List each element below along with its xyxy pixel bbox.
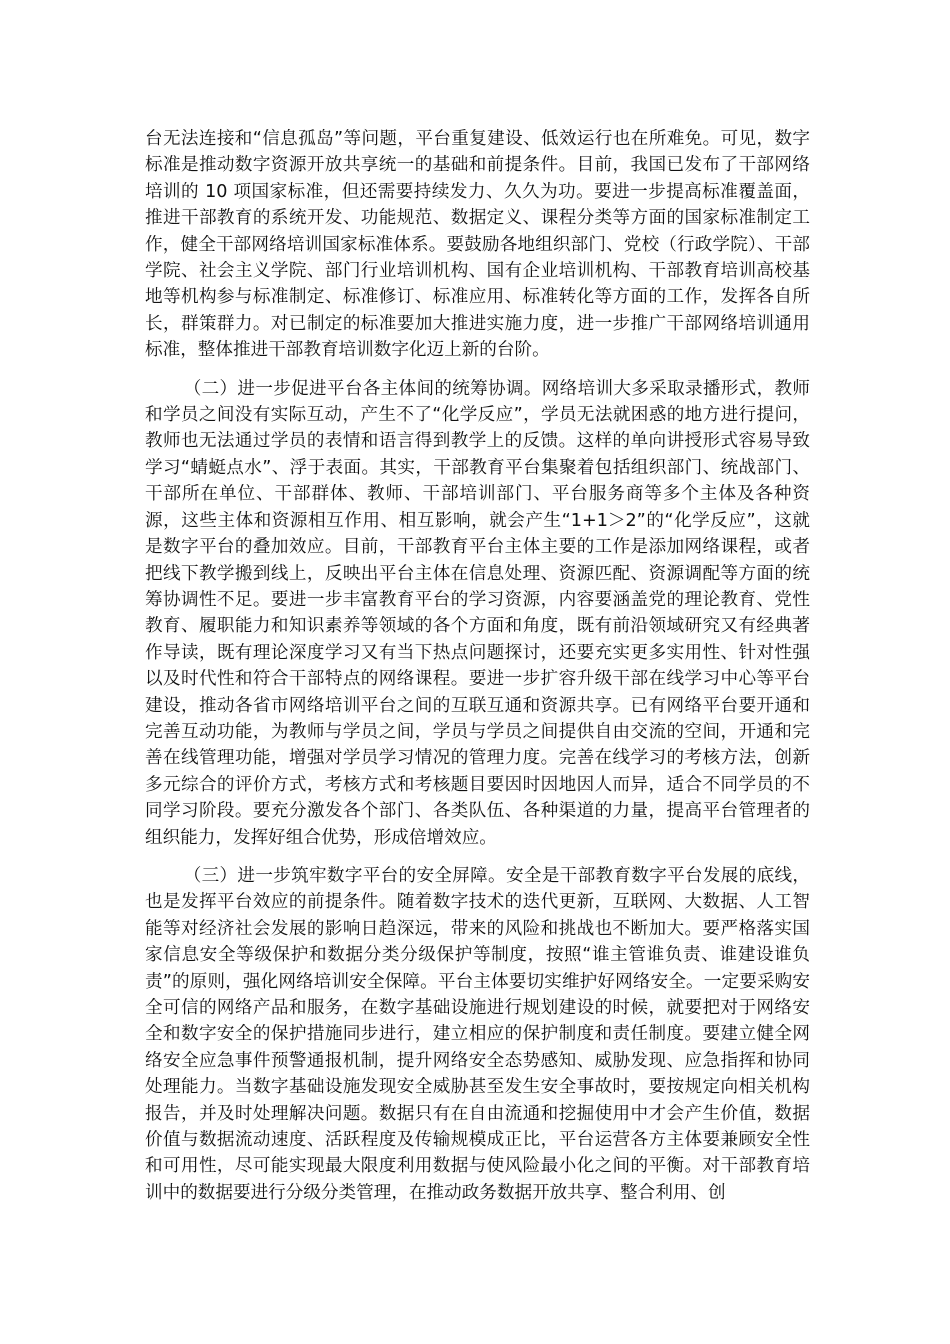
paragraph-security: （三）进一步筑牢数字平台的安全屏障。安全是干部教育数字平台发展的底线，也是发挥平台效应的前提条件。随着数字技术的迭代更新，互联网、大数据、人工智能等对经济社会发展的影响日趋深远，带来的风险和挑战也不断加大。要严格落实国家信息安全等级保护和数据分类分级保护等制度，按照“谁主管谁负责、谁建设谁负责”的原则，强化网络培训安全保障。平台主体要切实维护好网络安全。一定要采购安全可信的网络产品和服务，在数字基础设施进行规划建设的时候，就要把对于网络安全和数字安全的保护措施同步进行，建立相应的保护制度和责任制度。要建立健全网络安全应急事件预警通报机制，提升网络安全态势感知、威胁发现、应急指挥和协同处理能力。当数字基础设施发现安全威胁甚至发生安全事故时，要按规定向相关机构报告，并及时处理解决问题。数据只有在自由流通和挖掘使用中才会产生价值，数据价值与数据流动速度、活跃程度及传输规模成正比，平台运营各方主体要兼顾安全性和可用性，尽可能实现最大限度利用数据与使风险最小化之间的平衡。对干部教育培训中的数据要进行分级分类管理，在推动政务数据开放共享、整合利用、创 xyxy=(145,865,810,1203)
paragraph-standards: 台无法连接和“信息孤岛”等问题，平台重复建设、低效运行也在所难免。可见，数字标准是推动数字资源开放共享统一的基础和前提条件。目前，我国已发布了干部网络培训的 10 项国家标准，但还需要持续发力、久久为功。要进一步提高标准覆盖面，推进干部教育的系统开发、功能规范、数据定义、课程分类等方面的国家标准制定工作，健全干部网络培训国家标准体系。要鼓励各地组织部门、党校（行政学院）、干部学院、社会主义学院、部门行业培训机构、国有企业培训机构、干部教育培训高校基地等机构参与标准制定、标准修订、标准应用、标准转化等方面的工作，发挥各自所长，群策群力。对已制定的标准要加大推进实施力度，进一步推广干部网络培训通用标准，整体推进干部教育培训数字化迈上新的台阶。 xyxy=(145,129,810,361)
paragraph-coordination: （二）进一步促进平台各主体间的统筹协调。网络培训大多采取录播形式，教师和学员之间没有实际互动，产生不了“化学反应”，学员无法就困惑的地方进行提问，教师也无法通过学员的表情和语言得到教学上的反馈。这样的单向讲授形式容易导致学习“蜻蜓点水”、浮于表面。其实，干部教育平台集聚着包括组织部门、统战部门、干部所在单位、干部群体、教师、干部培训部门、平台服务商等多个主体及各种资源，这些主体和资源相互作用、相互影响，就会产生“1+1＞2”的“化学反应”，这就是数字平台的叠加效应。目前，干部教育平台主体主要的工作是添加网络课程，或者把线下教学搬到线上，反映出平台主体在信息处理、资源匹配、资源调配等方面的统筹协调性不足。要进一步丰富教育平台的学习资源，内容要涵盖党的理论教育、党性教育、履职能力和知识素养等领域的各个方面和角度，既有前沿领域研究又有经典著作导读，既有理论深度学习又有当下热点问题探讨，还要充实更多实用性、针对性强以及时代性和符合干部特点的网络课程。要进一步扩容升级干部在线学习中心等平台建设，推动各省市网络培训平台之间的互联互通和资源共享。已有网络平台要开通和完善互动功能，为教师与学员之间，学员与学员之间提供自由交流的空间，开通和完善在线管理功能，增强对学员学习情况的管理力度。完善在线学习的考核方法，创新多元综合的评价方式，考核方式和考核题目要因时因地因人而异，适合不同学员的不同学习阶段。要充分激发各个部门、各类队伍、各种渠道的力量，提高平台管理者的组织能力，发挥好组合优势，形成倍增效应。 xyxy=(145,378,810,848)
document-page xyxy=(145,126,810,1218)
